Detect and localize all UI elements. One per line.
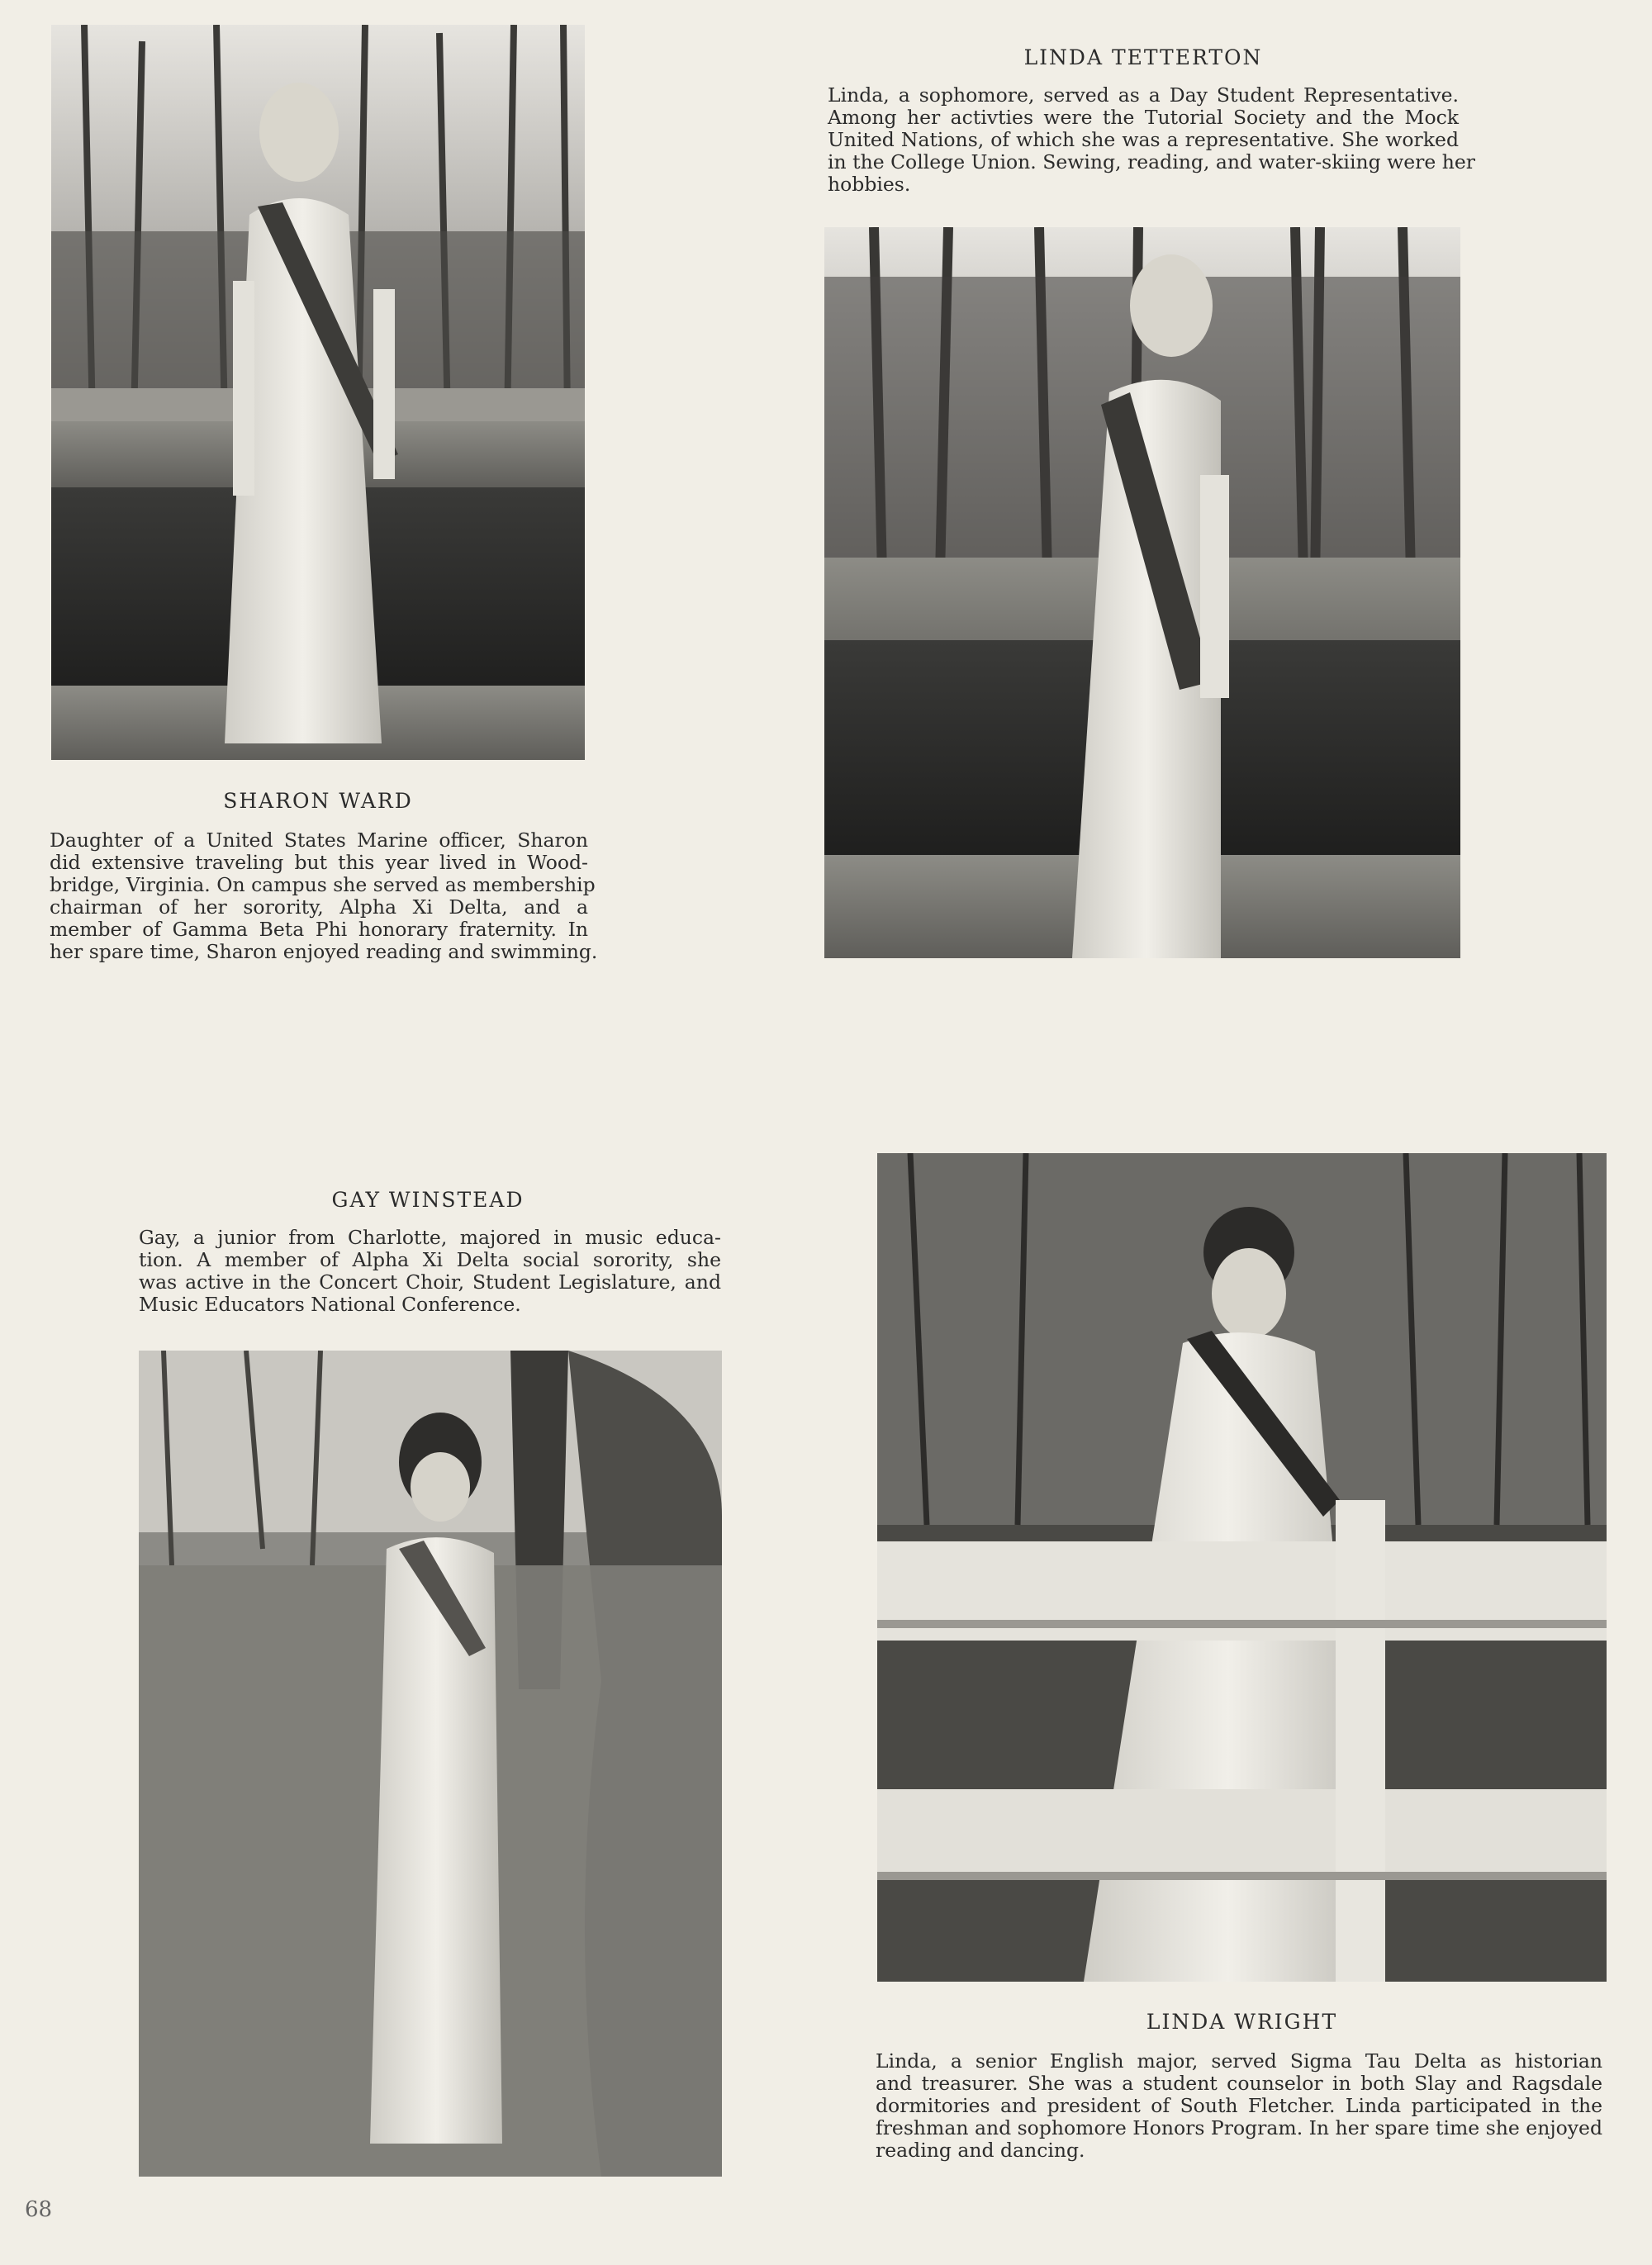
profile-name-gay-winstead: GAY WINSTEAD — [331, 1188, 525, 1212]
bio-line: bridge, Virginia. On campus she served as membership — [50, 873, 596, 896]
bio-line: did extensive traveling but this year lived in Wood- — [50, 851, 588, 874]
bio-line: her spare time, Sharon enjoyed reading and swimming. — [50, 940, 598, 963]
bio-line: tion. A member of Alpha Xi Delta social sorority, she — [139, 1248, 721, 1271]
profile-bio-gay-winstead — [139, 1227, 721, 1316]
bio-line: reading and dancing. — [876, 2139, 1085, 2162]
profile-name-sharon-ward: SHARON WARD — [223, 789, 413, 813]
bio-line: member of Gamma Beta Phi honorary fraternity. In — [50, 918, 588, 941]
bio-line: hobbies. — [828, 173, 911, 196]
bio-line: Gay, a junior from Charlotte, majored in music educa- — [139, 1226, 721, 1249]
bio-line: dormitories and president of South Fletcher. Linda participated in the — [876, 2094, 1602, 2117]
bio-line: in the College Union. Sewing, reading, and water-skiing were her — [828, 150, 1476, 173]
bio-line: freshman and sophomore Honors Program. In her spare time she enjoyed — [876, 2116, 1602, 2139]
bio-line: was active in the Concert Choir, Student Legislature, and — [139, 1270, 721, 1294]
profile-name-linda-tetterton: LINDA TETTERTON — [1023, 45, 1263, 69]
profile-bio-linda-tetterton — [828, 83, 1476, 196]
profile-bio-linda-wright — [876, 2050, 1602, 2162]
photo-sharon-ward — [51, 25, 585, 760]
bio-line: Daughter of a United States Marine officer, Sharon — [50, 829, 588, 852]
bio-line: Linda, a sophomore, served as a Day Student Representative. — [828, 83, 1459, 107]
profile-name-linda-wright: LINDA WRIGHT — [1146, 2010, 1338, 2034]
bio-line: United Nations, of which she was a representative. She worked — [828, 128, 1459, 151]
bio-line: Linda, a senior English major, served Sigma Tau Delta as historian — [876, 2049, 1602, 2073]
photo-linda-tetterton — [824, 227, 1460, 958]
page-number: 68 — [25, 2197, 53, 2222]
photo-linda-wright — [877, 1153, 1607, 1982]
photo-gay-winstead — [139, 1351, 722, 2177]
profile-bio-sharon-ward — [50, 829, 598, 963]
bio-line: Among her activties were the Tutorial Society and the Mock — [828, 106, 1459, 129]
bio-line: chairman of her sorority, Alpha Xi Delta, and a — [50, 895, 588, 919]
bio-line: and treasurer. She was a student counselor in both Slay and Ragsdale — [876, 2072, 1602, 2095]
bio-line: Music Educators National Conference. — [139, 1293, 521, 1316]
